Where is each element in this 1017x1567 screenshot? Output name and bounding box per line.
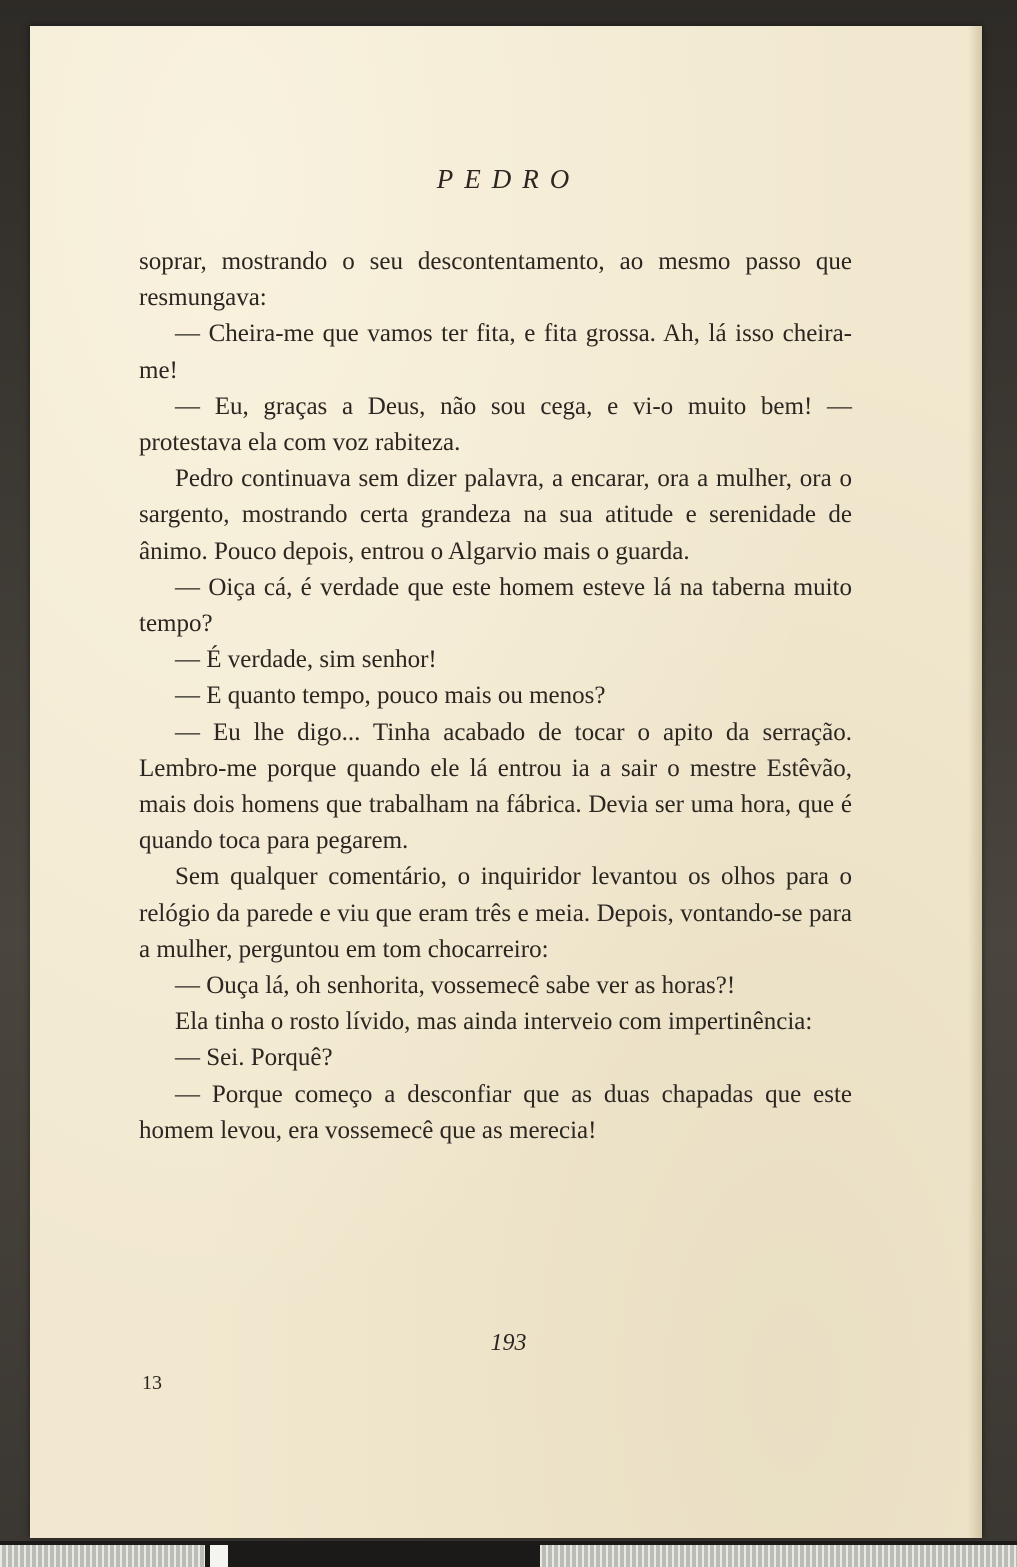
paragraph: — Eu lhe digo... Tinha acabado de tocar o apito da serração. Lembro-me porque quando ele lá entrou ia a sair o mestre Estêvão, mais dois homens que trabalham na fábrica. Devia ser uma hora, que é quando toca para pegarem. — [139, 718, 852, 855]
paragraph: — Eu, graças a Deus, não sou cega, e vi-o muito bem! — protestava ela com voz rabiteza. — [139, 392, 852, 457]
paragraph: — Oiça cá, é verdade que este homem esteve lá na taberna muito tempo? — [139, 573, 852, 638]
ruler-ticks — [0, 1545, 205, 1567]
running-head: PEDRO — [436, 164, 581, 194]
paragraph: soprar, mostrando o seu descontentamento, ao mesmo passo que resmungava: — [139, 248, 852, 312]
signature-mark: 13 — [142, 1372, 162, 1394]
page-edge-shading — [968, 26, 982, 1538]
paragraph: Pedro continuava sem dizer palavra, a encarar, ora a mulher, ora o sargento, mostrando certa grandeza na sua atitude e serenidade de ânimo. Pouco depois, entrou o Algarvio mais o guarda. — [139, 465, 852, 565]
scale-ruler — [0, 1541, 1017, 1567]
paragraph: — Sei. Porquê? — [175, 1044, 333, 1072]
paragraph: — É verdade, sim senhor! — [175, 646, 437, 674]
paragraph: Ela tinha o rosto lívido, mas ainda interveio com impertinência: — [175, 1008, 813, 1036]
paragraph: — E quanto tempo, pouco mais ou menos? — [175, 682, 606, 710]
page-number: 193 — [490, 1330, 527, 1356]
ruler-ticks — [210, 1545, 228, 1567]
paragraph: Sem qualquer comentário, o inquiridor levantou os olhos para o relógio da parede e viu que eram três e meia. Depois, vontando-se para a mulher, perguntou em tom chocarreiro: — [139, 863, 852, 963]
body-text — [139, 244, 852, 1149]
paragraph: — Ouça lá, oh senhorita, vossemecê sabe ver as horas?! — [175, 972, 736, 1000]
paragraph: — Cheira-me que vamos ter fita, e fita grossa. Ah, lá isso cheira-me! — [139, 320, 852, 384]
paragraph: — Porque começo a desconfiar que as duas chapadas que este homem levou, era vossemecê que as merecia! — [139, 1080, 852, 1144]
ruler-ticks — [540, 1545, 1017, 1567]
